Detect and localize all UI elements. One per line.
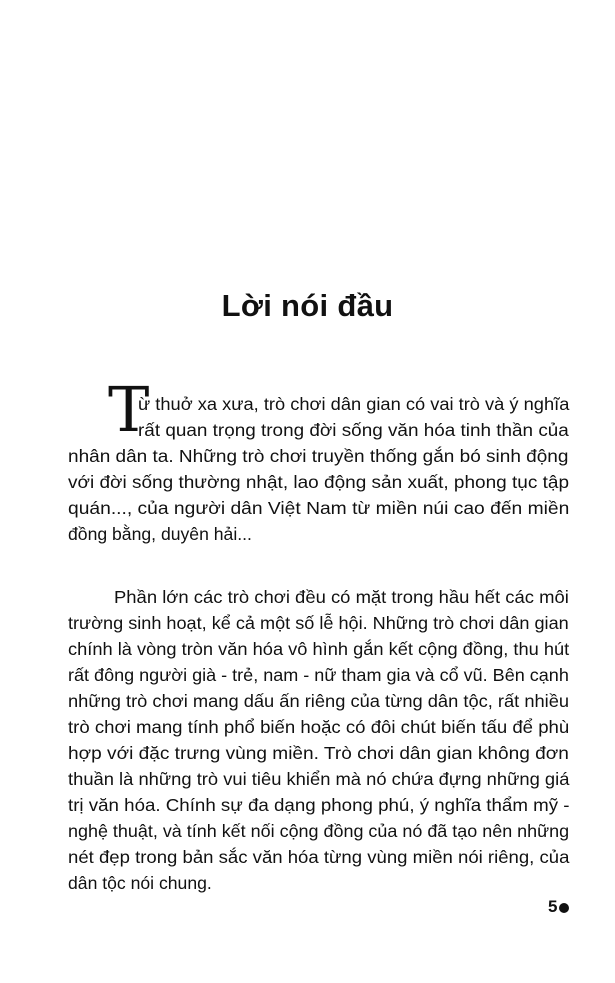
drop-cap: T (108, 373, 150, 446)
text-line: những trò chơi mang dấu ấn riêng của từng dân tộc, rất nhiều (68, 691, 570, 711)
text-line: thuần là những trò vui tiêu khiển mà nó chứa đựng những giá (68, 769, 570, 789)
text-line: nghệ thuật, và tính kết nối cộng đồng của nó đã tạo nên những (68, 821, 570, 841)
page-number: 5 (548, 897, 558, 916)
text-line: với đời sống thường nhật, lao động sản xuất, phong tục tập (68, 472, 570, 492)
text-line: Phần lớn các trò chơi đều có mặt trong hầu hết các môi (114, 587, 569, 607)
text-line: hợp với đặc trưng vùng miền. Trò chơi dân gian không đơn (68, 743, 569, 763)
text-line: trường sinh hoạt, kể cả một số lễ hội. Những trò chơi dân gian (68, 613, 569, 633)
page-title: Lời nói đầu (221, 288, 394, 323)
text-line: dân tộc nói chung. (68, 873, 212, 893)
text-line: rất đông người già - trẻ, nam - nữ tham gia và cổ vũ. Bên cạnh (68, 665, 569, 685)
page-dot-ornament (559, 903, 569, 913)
text-line: trò chơi mang tính phổ biến hoặc có đôi chút biến tấu để phù (68, 717, 570, 737)
text-line: rất quan trọng trong đời sống văn hóa tinh thần của (138, 420, 569, 440)
text-line: nét đẹp trong bản sắc văn hóa từng vùng miền nói riêng, của (68, 847, 570, 867)
text-line: trị văn hóa. Chính sự đa dạng phong phú, ý nghĩa thẩm mỹ - (68, 795, 570, 815)
text-line: chính là vòng tròn văn hóa vô hình gắn kết cộng đồng, thu hút (68, 639, 570, 659)
text-line: quán..., của người dân Việt Nam từ miền núi cao đến miền (68, 498, 570, 518)
text-line: nhân dân ta. Những trò chơi truyền thống gắn bó sinh động (68, 446, 569, 466)
text-line: ừ thuở xa xưa, trò chơi dân gian có vai trò và ý nghĩa (138, 394, 570, 414)
text-line: đồng bằng, duyên hải... (68, 524, 252, 544)
